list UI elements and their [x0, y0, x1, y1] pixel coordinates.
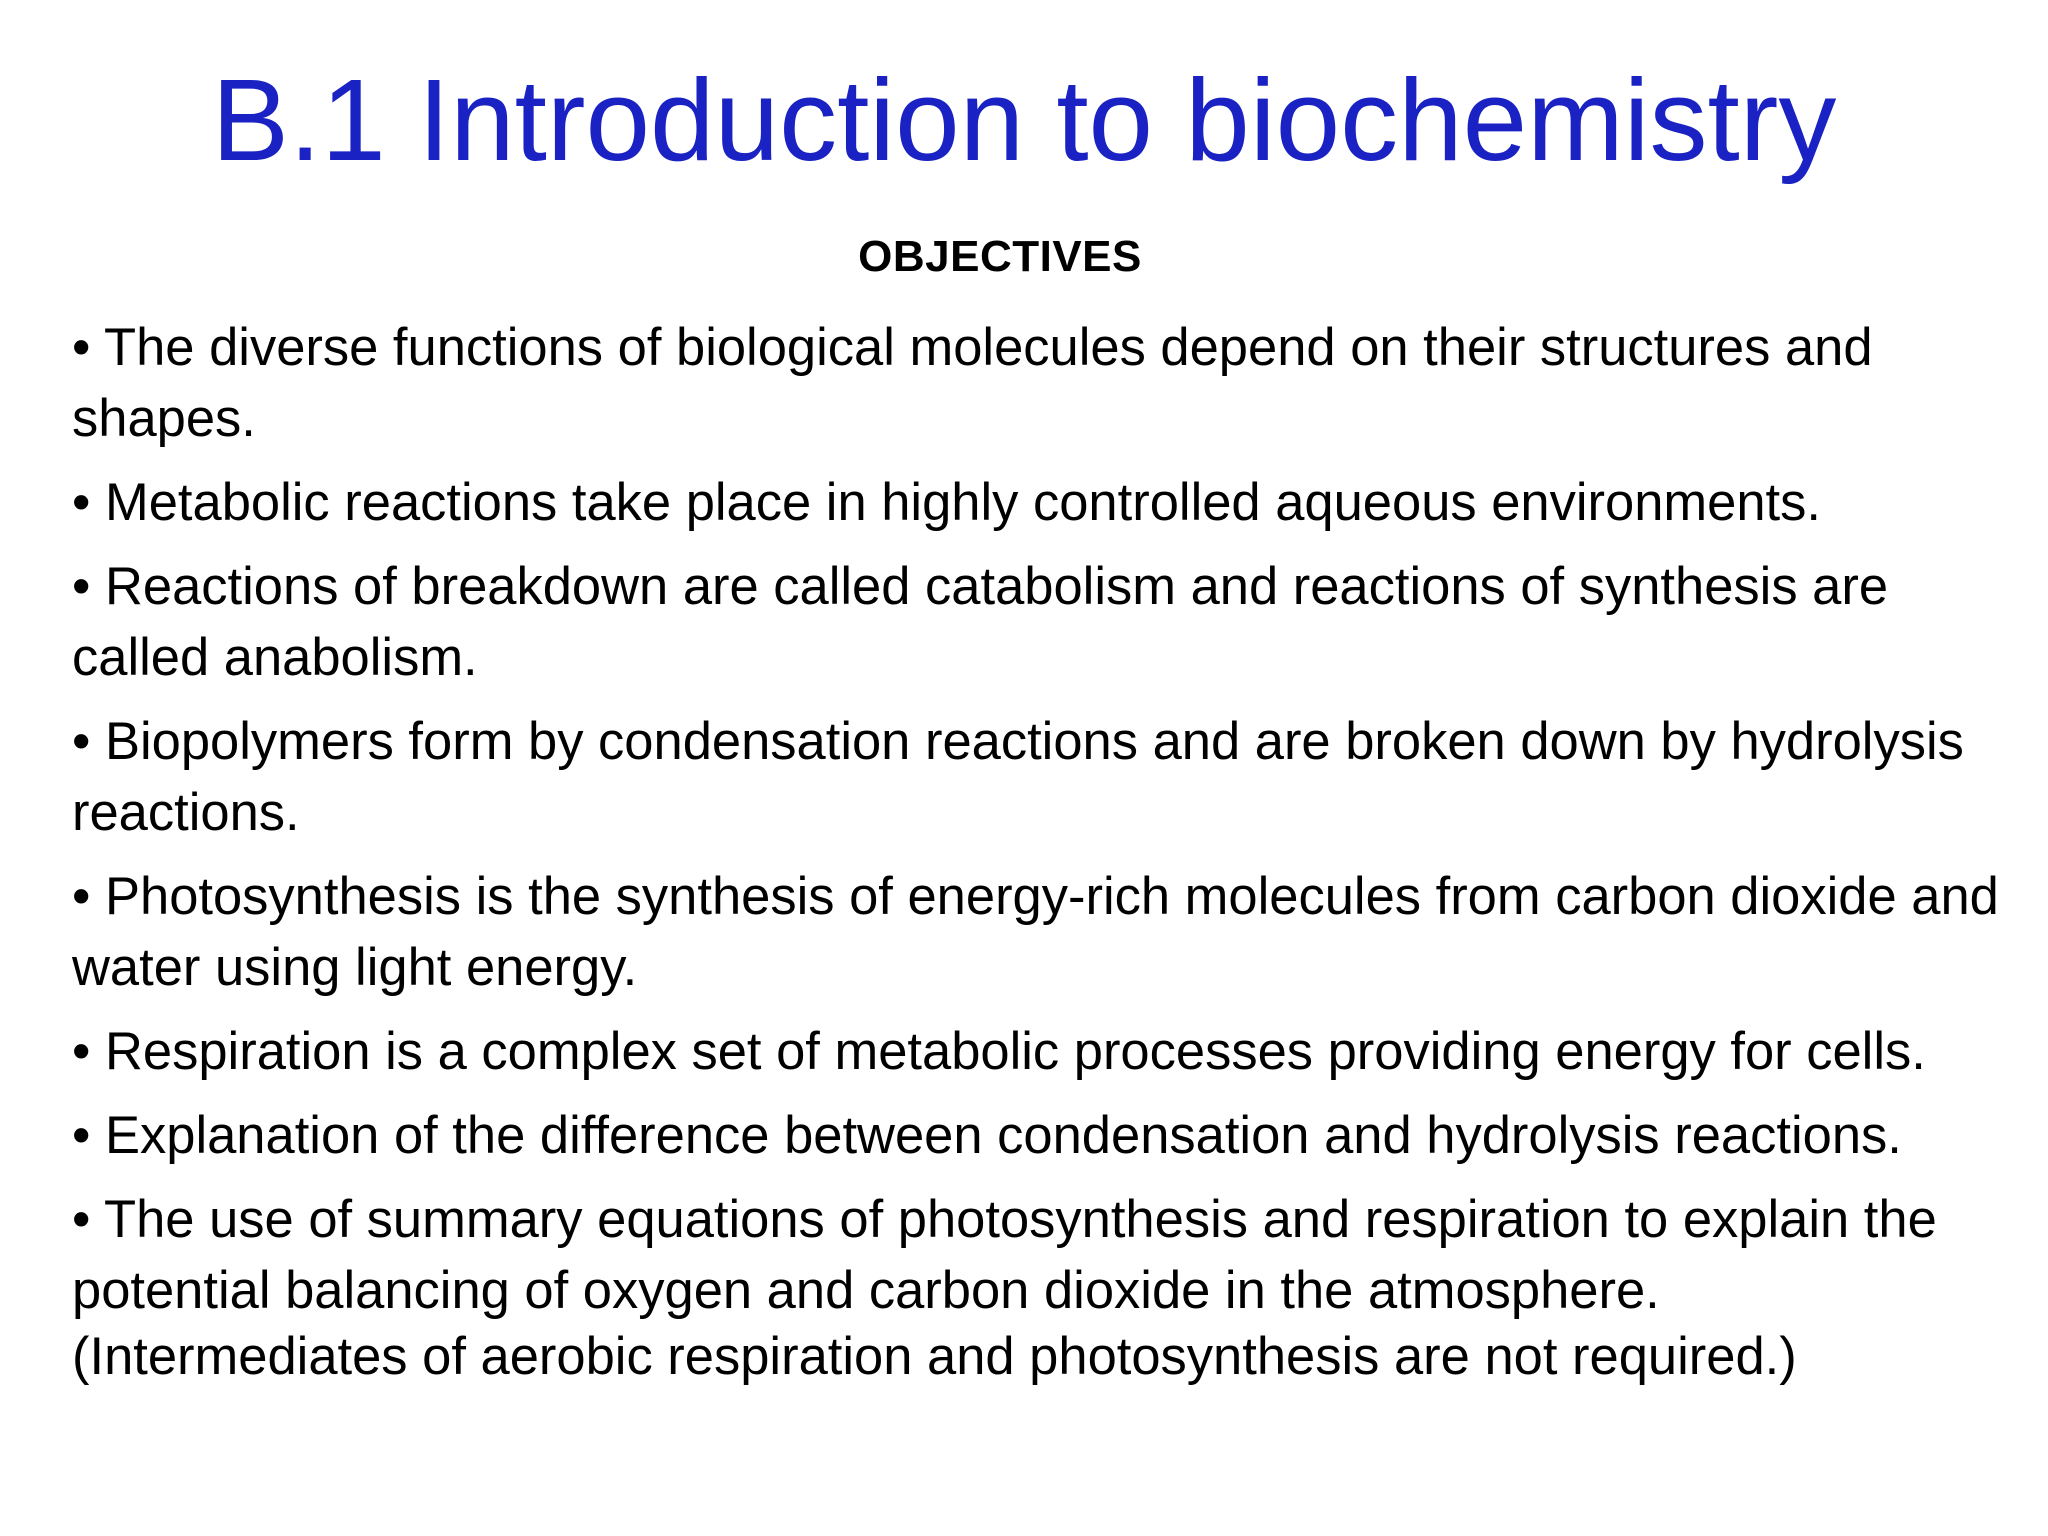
objectives-heading: OBJECTIVES: [858, 232, 1142, 281]
objective-item: [72, 861, 2002, 1003]
objective-text: Explanation of the difference between condensation and hydrolysis reactions.: [104, 1106, 1902, 1165]
bullet-icon: •: [72, 557, 91, 616]
objective-text: Reactions of breakdown are called catabolism and reactions of synthesis are called anabolism.: [72, 557, 1889, 687]
objective-item: [72, 1184, 2002, 1326]
objective-item: [72, 312, 2002, 454]
bullet-icon: •: [72, 1190, 91, 1249]
bullet-icon: •: [72, 1022, 91, 1081]
objective-text: The diverse functions of biological molecules depend on their structures and shapes.: [72, 318, 1873, 448]
objective-text: Photosynthesis is the synthesis of energy-rich molecules from carbon dioxide and water using light energy.: [72, 867, 1999, 997]
objective-text: Metabolic reactions take place in highly controlled aqueous environments.: [104, 473, 1821, 532]
bullet-icon: •: [72, 1106, 91, 1165]
objective-item: [72, 1100, 2002, 1171]
slide-title: B.1 Introduction to biochemistry: [211, 55, 1837, 185]
objective-item: [72, 467, 2002, 538]
objective-text: Biopolymers form by condensation reactions and are broken down by hydrolysis reactions.: [72, 712, 1964, 842]
objective-text: Respiration is a complex set of metabolic processes providing energy for cells.: [104, 1022, 1926, 1081]
bullet-icon: •: [72, 712, 91, 771]
bullet-icon: •: [72, 318, 91, 377]
objective-item: [72, 551, 2002, 693]
objective-item: [72, 1016, 2002, 1087]
footnote: (Intermediates of aerobic respiration and photosynthesis are not required.): [72, 1327, 1797, 1386]
objective-text: The use of summary equations of photosynthesis and respiration to explain the potential balancing of oxygen and carbon dioxide in the atmosphere.: [72, 1190, 1937, 1320]
bullet-icon: •: [72, 473, 91, 532]
objectives-list: [72, 312, 2002, 1339]
bullet-icon: •: [72, 867, 91, 926]
objective-item: [72, 706, 2002, 848]
